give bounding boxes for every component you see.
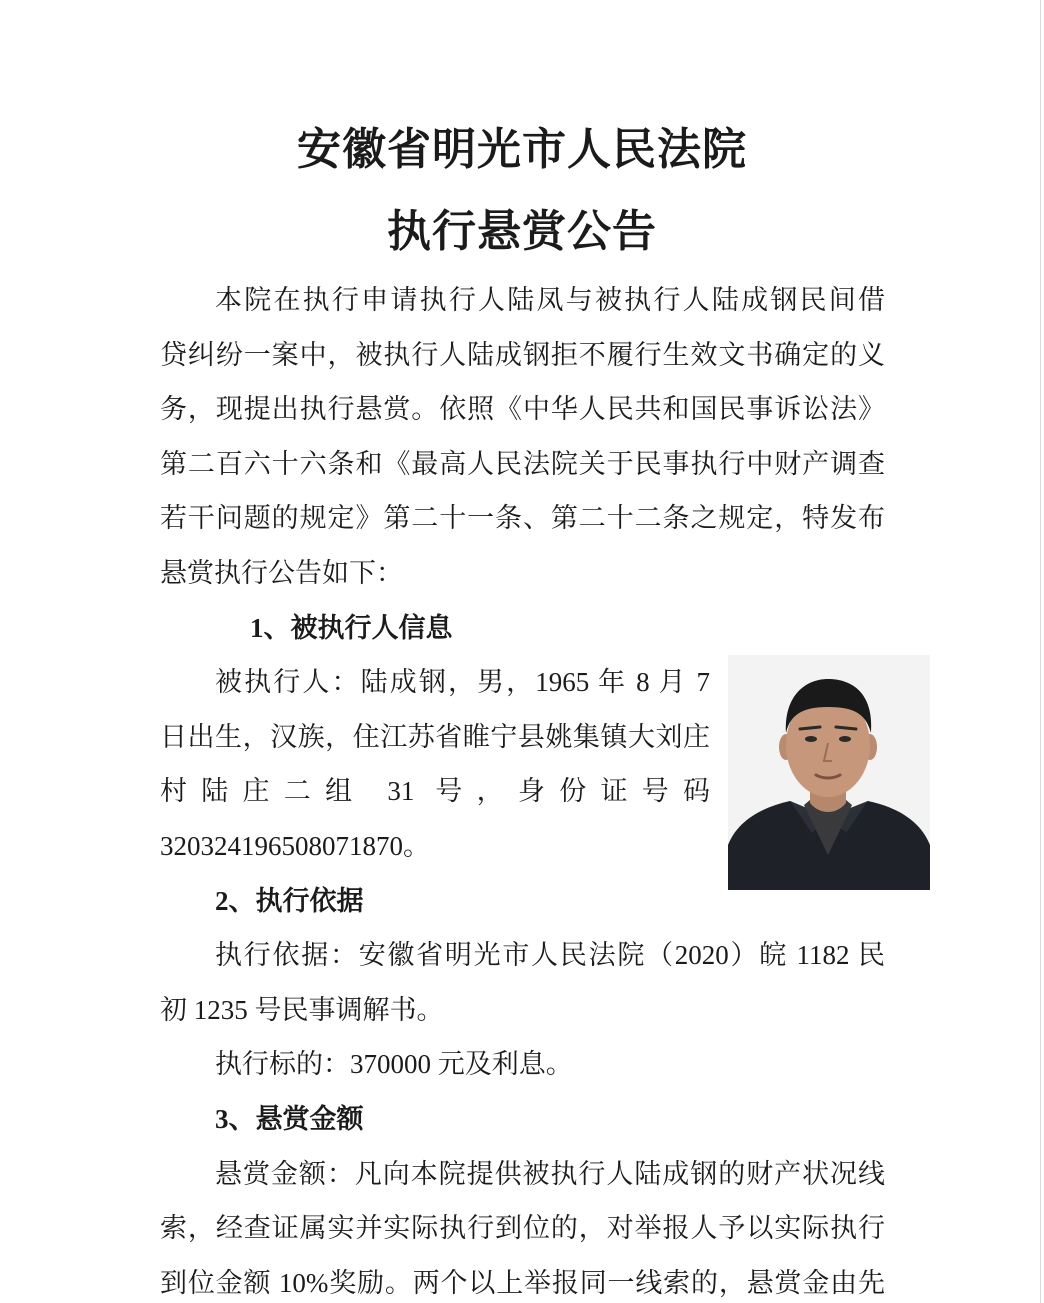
intro-line: 悬赏执行公告如下： xyxy=(160,557,403,588)
page-edge xyxy=(1040,0,1041,1303)
reward-line: 到位金额 10%奖励。两个以上举报同一线索的，悬赏金由先 xyxy=(160,1267,885,1298)
intro-line: 若干问题的规定》第二十一条、第二十二条之规定，特发布 xyxy=(160,503,885,534)
notice-title: 执行悬赏公告 xyxy=(387,207,657,256)
section2-heading: 2、执行依据 xyxy=(215,885,364,916)
defendant-info-line: 被执行人：陆成钢，男，1965 年 8 月 7 xyxy=(215,667,710,698)
court-name-title: 安徽省明光市人民法院 xyxy=(297,125,747,174)
eyebrow xyxy=(836,727,856,729)
reward-line: 悬赏金额：凡向本院提供被执行人陆成钢的财产状况线 xyxy=(215,1158,885,1189)
defendant-info-line: 村陆庄二组 31 号，身份证号码 xyxy=(160,776,710,807)
intro-line: 本院在执行申请执行人陆凤与被执行人陆成钢民间借 xyxy=(215,285,885,315)
basis-line: 初 1235 号民事调解书。 xyxy=(160,994,444,1025)
defendant-info-line: 日出生，汉族，住江苏省睢宁县姚集镇大刘庄 xyxy=(160,721,710,752)
defendant-photo xyxy=(728,655,930,890)
intro-line: 务，现提出执行悬赏。依照《中华人民共和国民事诉讼法》 xyxy=(160,394,885,425)
eye xyxy=(839,736,851,742)
eyebrow xyxy=(800,727,820,729)
section1-heading: 1、被执行人信息 xyxy=(250,612,453,643)
reward-line: 索，经查证属实并实际执行到位的，对举报人予以实际执行 xyxy=(160,1213,885,1244)
eye xyxy=(805,736,817,742)
intro-line: 贷纠纷一案中，被执行人陆成钢拒不履行生效文书确定的义 xyxy=(160,339,885,370)
defendant-id-number: 320324196508071870。 xyxy=(160,830,430,861)
execution-target: 执行标的：370000 元及利息。 xyxy=(215,1049,573,1080)
intro-line: 第二百六十六条和《最高人民法院关于民事执行中财产调查 xyxy=(160,448,885,479)
section3-heading: 3、悬赏金额 xyxy=(215,1103,364,1134)
basis-line: 执行依据：安徽省明光市人民法院（2020）皖 1182 民 xyxy=(215,940,885,971)
